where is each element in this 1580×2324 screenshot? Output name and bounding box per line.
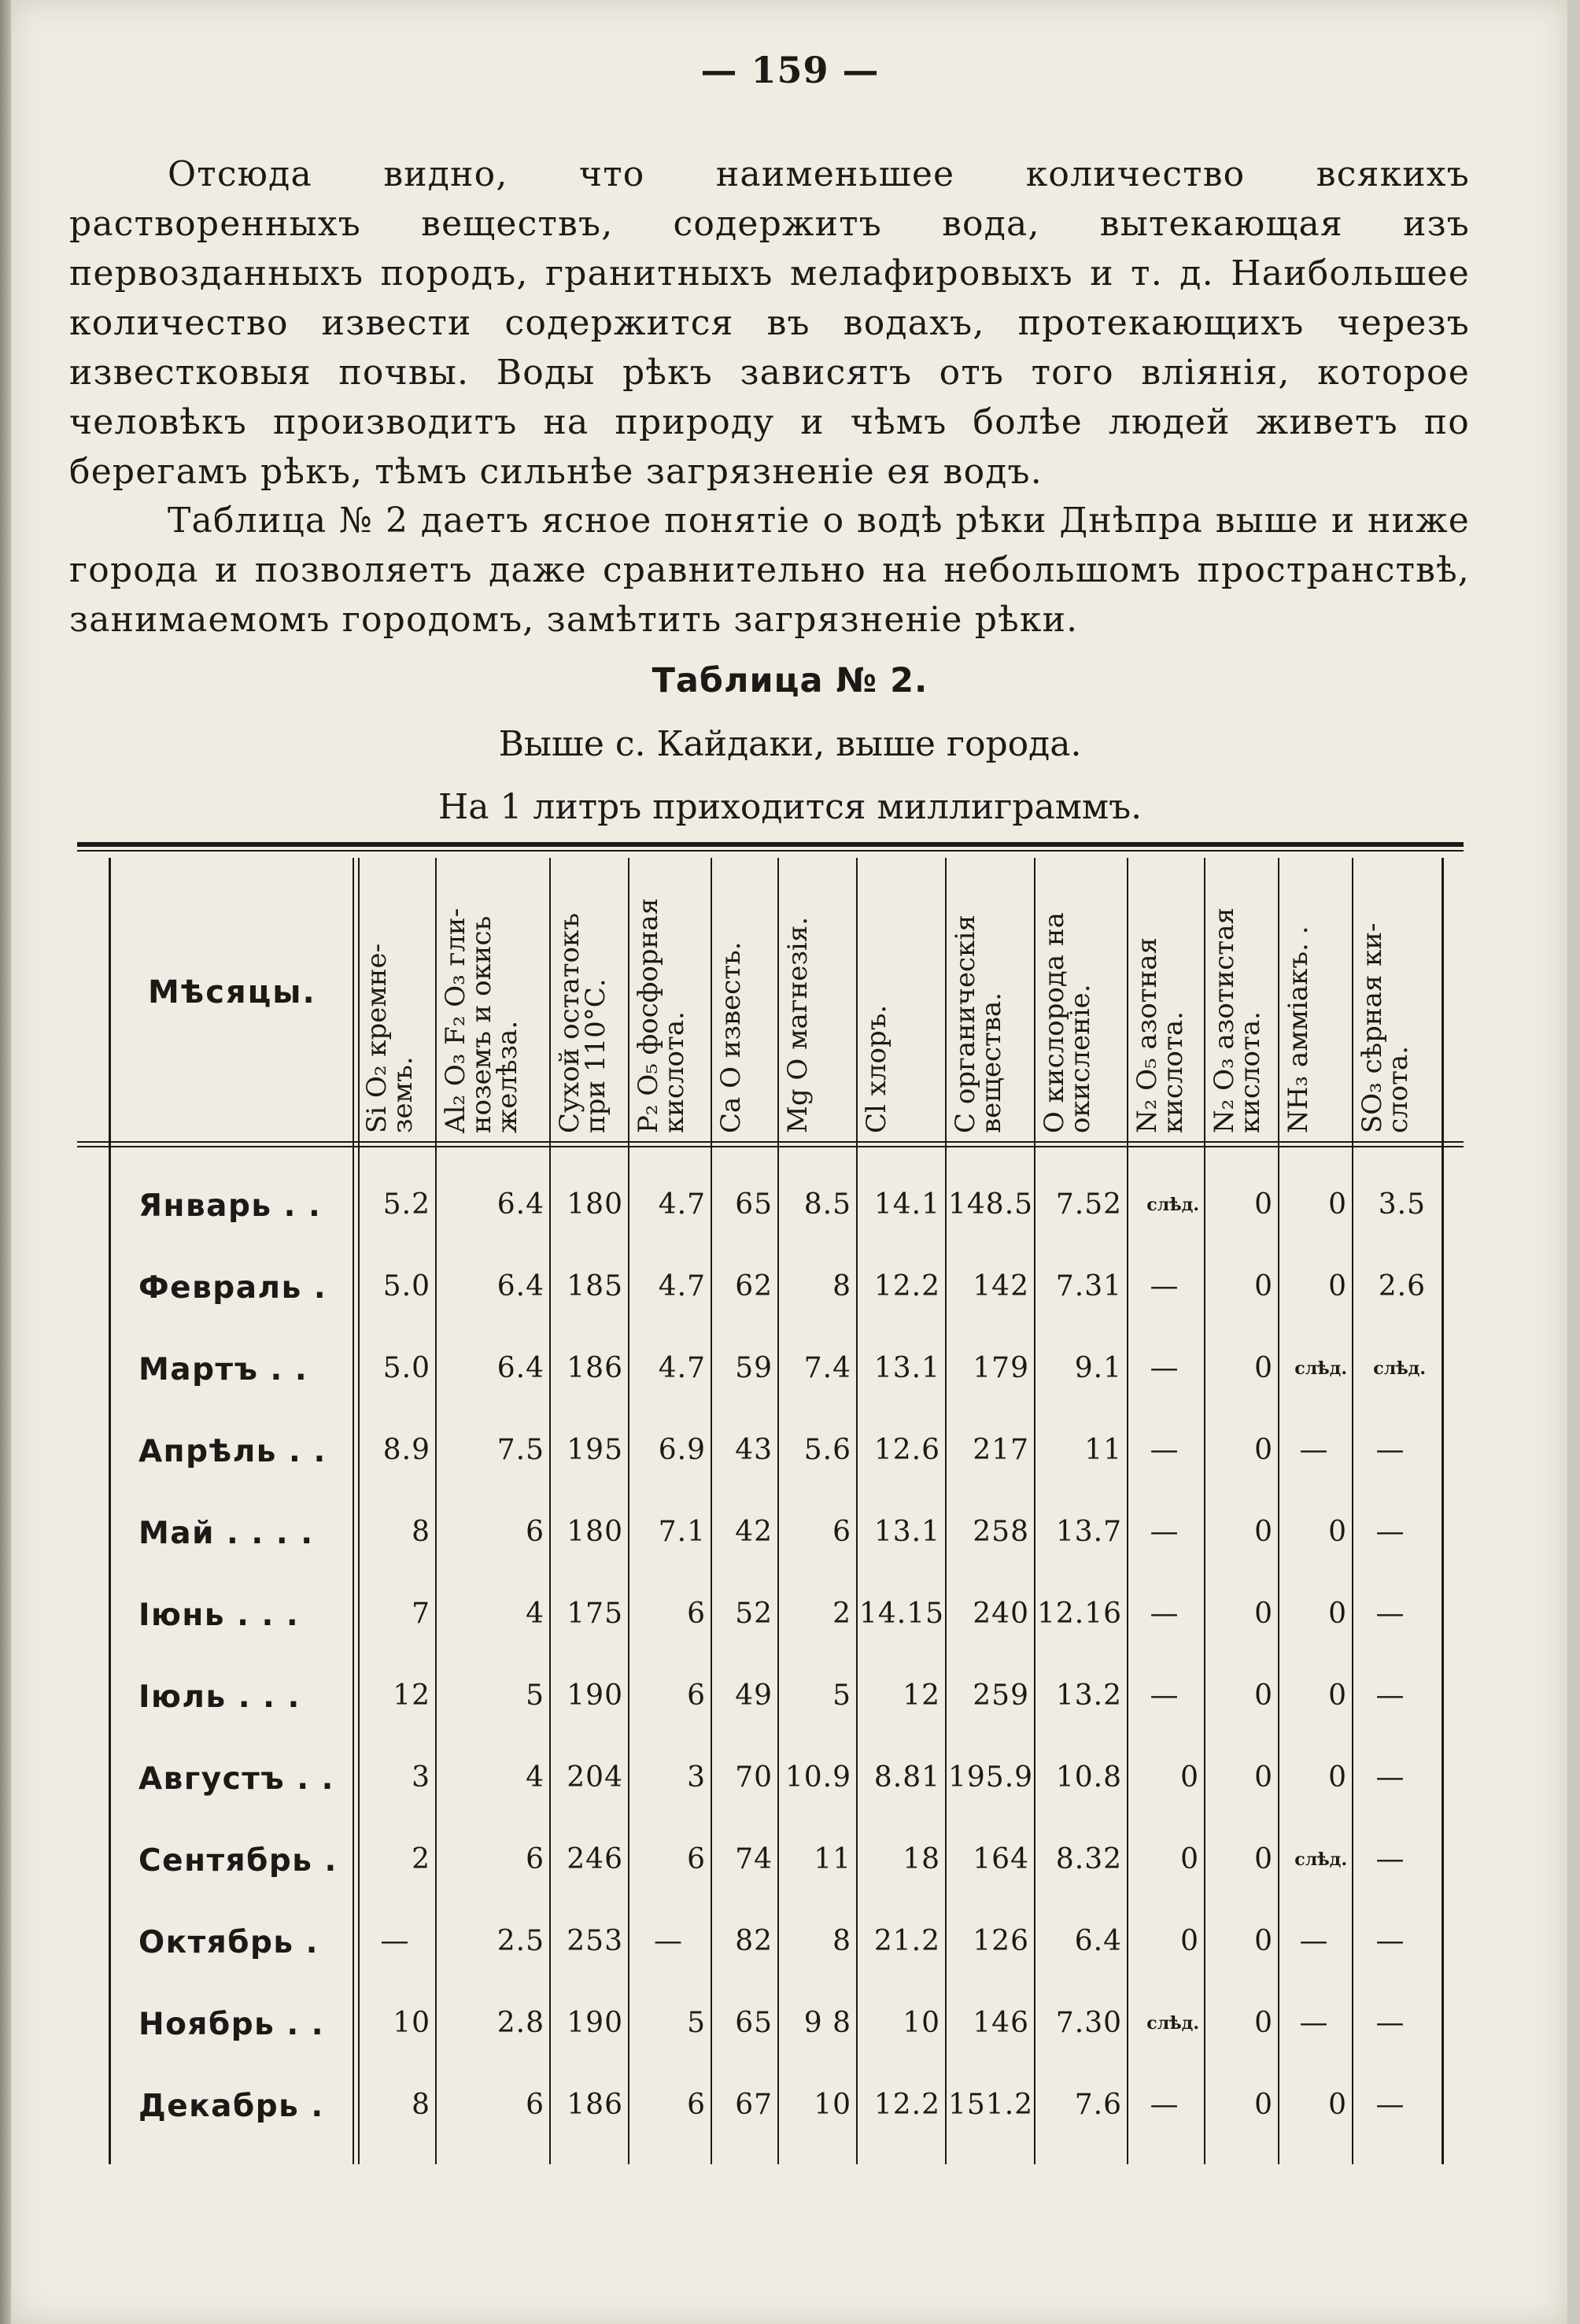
table-cell: 82 [735, 1925, 773, 1957]
table-cell: 67 [735, 2089, 773, 2121]
table-cell: 10.9 [784, 1761, 851, 1794]
table-cell: 12.16 [1037, 1598, 1123, 1630]
month-label: Апрѣль . . [138, 1434, 327, 1469]
table-cell: 62 [735, 1270, 773, 1302]
table-row [77, 1434, 1464, 1481]
table-cell: 8 [412, 1516, 430, 1548]
table-cell: 0 [1328, 1679, 1347, 1712]
table-cell: 179 [973, 1352, 1029, 1384]
table-row [77, 1598, 1464, 1645]
months-column-header: Мѣсяцы. [148, 974, 316, 1011]
table-cell: 11 [814, 1843, 851, 1875]
table-cell: 6 [687, 1598, 706, 1630]
table-cell: 3.5 [1378, 1188, 1426, 1221]
table-cell: 6 [832, 1516, 851, 1548]
table-cell: 0 [1328, 1270, 1347, 1302]
column-header: Сухой остатокъ при 110°С. [554, 913, 611, 1133]
table-cell: 4 [526, 1598, 545, 1630]
column-header: Mg O магнезія. [782, 916, 814, 1133]
table-cell: слѣд. [1294, 1358, 1347, 1379]
table-cell: 0 [1328, 1516, 1347, 1548]
paragraph-1: Отсюда видно, что наименьшее количество всякихъ растворенныхъ веществъ, содержитъ вода, вытекающая изъ первозданныхъ породъ, гранитныхъ мелафировыхъ и т. д. Наибольшее количество извести содержится въ водахъ, протекающихъ черезъ известковыя почвы. Воды рѣкъ зависятъ отъ того вліянія, которое человѣкъ производитъ на природу и чѣмъ болѣе людей живетъ по берегамъ рѣкъ, тѣмъ сильнѣе загрязненіе ея водъ. [69, 154, 1470, 492]
table-cell: 0 [1254, 2089, 1273, 2121]
table-cell: слѣд. [1373, 1358, 1426, 1379]
table-cell: 7 [412, 1598, 430, 1630]
column-header: Al₂ O₃ F₂ O₃ гли-ноземъ и окись желѣза. [440, 907, 523, 1133]
table-cell: 151.2 [948, 2089, 1034, 2121]
table-title: Таблица № 2. [652, 661, 928, 700]
month-label: Февраль . [138, 1270, 327, 1306]
table-cell: 5 [526, 1679, 545, 1712]
table-row [77, 2007, 1464, 2054]
table-cell: 190 [567, 2007, 623, 2039]
table-row [77, 1188, 1464, 1236]
table-top-rule-thin [77, 850, 1464, 852]
month-label: Октябрь . [138, 1925, 319, 1960]
table-cell: 12 [903, 1679, 940, 1712]
table-cell: 6.9 [658, 1434, 706, 1466]
table-top-rule [77, 842, 1464, 847]
table-cell: 10.8 [1055, 1761, 1122, 1794]
table-cell: 240 [973, 1598, 1029, 1630]
table-cell: 8 [412, 2089, 430, 2121]
table-cell: 18 [903, 1843, 940, 1875]
table-cell: 0 [1254, 1761, 1273, 1794]
column-header: P₂ O₅ фосфорная кислота. [633, 898, 690, 1133]
table-cell: 2 [412, 1843, 430, 1875]
data-table [77, 842, 1464, 2172]
table-cell: 7.6 [1074, 2089, 1122, 2121]
table-cell: 126 [973, 1925, 1029, 1957]
table-cell: — [1299, 1925, 1329, 1957]
table-cell: 21.2 [873, 1925, 940, 1957]
header-bottom-rule [77, 1141, 1464, 1143]
table-cell: 5.0 [382, 1270, 430, 1302]
table-cell: 5.2 [382, 1188, 430, 1221]
table-cell: 9.1 [1074, 1352, 1122, 1384]
table-cell: — [1150, 1352, 1179, 1384]
table-cell: 12 [393, 1679, 430, 1712]
table-cell: 6.4 [497, 1352, 545, 1384]
month-label: Августъ . . [138, 1761, 334, 1797]
table-cell: — [1150, 1598, 1179, 1630]
table-cell: 5 [687, 2007, 706, 2039]
table-cell: 186 [567, 2089, 623, 2121]
table-cell: — [1375, 1434, 1405, 1466]
table-cell: 12.2 [873, 1270, 940, 1302]
table-cell: 52 [735, 1598, 773, 1630]
column-header: SO₃ сѣрная ки-слота. [1357, 922, 1414, 1133]
table-cell: 12.2 [873, 2089, 940, 2121]
table-cell: 43 [735, 1434, 773, 1466]
table-cell: 9 8 [803, 2007, 851, 2039]
table-cell: — [380, 1925, 410, 1957]
table-cell: 0 [1180, 1925, 1199, 1957]
header-bottom-rule-2 [77, 1146, 1464, 1147]
table-cell: 258 [973, 1516, 1029, 1548]
table-cell: слѣд. [1294, 1849, 1347, 1870]
table-cell: 4.7 [658, 1270, 706, 1302]
table-cell: 217 [973, 1434, 1029, 1466]
month-label: Ноябрь . . [138, 2007, 325, 2042]
table-cell: 175 [567, 1598, 623, 1630]
table-cell: 2.5 [497, 1925, 545, 1957]
table-cell: 3 [412, 1761, 430, 1794]
table-cell: 13.2 [1055, 1679, 1122, 1712]
table-unit-note: На 1 литръ приходится миллиграммъ. [437, 787, 1143, 827]
column-header: O кислорода на окисленіе. [1039, 912, 1096, 1133]
table-cell: 14.1 [873, 1188, 940, 1221]
column-header: Ca O известь. [715, 941, 747, 1133]
table-row [77, 1843, 1464, 1890]
table-cell: 186 [567, 1352, 623, 1384]
table-cell: 0 [1254, 1188, 1273, 1221]
table-cell: 164 [973, 1843, 1029, 1875]
table-cell: — [1150, 1679, 1179, 1712]
month-label: Іюнь . . . [138, 1598, 300, 1633]
table-cell: 70 [735, 1761, 773, 1794]
table-cell: 13.1 [873, 1352, 940, 1384]
month-label: Сентябрь . [138, 1843, 338, 1879]
table-cell: 6.4 [1074, 1925, 1122, 1957]
table-cell: 8.32 [1055, 1843, 1122, 1875]
month-label: Январь . . [138, 1188, 322, 1224]
table-cell: 6 [687, 1679, 706, 1712]
table-cell: — [1375, 1598, 1405, 1630]
paragraph-2: Таблица № 2 даетъ ясное понятіе о водѣ рѣки Днѣпра выше и ниже города и позволяетъ даже сравнительно на небольшомъ пространствѣ, занимаемомъ городомъ, замѣтить загрязненіе рѣки. [69, 501, 1470, 640]
table-cell: 0 [1254, 2007, 1273, 2039]
table-cell: 2 [832, 1598, 851, 1630]
table-row [77, 1679, 1464, 1727]
table-cell: — [1375, 2007, 1405, 2039]
table-cell: 8.5 [803, 1188, 851, 1221]
table-cell: 12.6 [873, 1434, 940, 1466]
table-cell: 5.0 [382, 1352, 430, 1384]
table-cell: 49 [735, 1679, 773, 1712]
table-row [77, 1761, 1464, 1809]
table-cell: 180 [567, 1188, 623, 1221]
table-cell: 195 [567, 1434, 623, 1466]
table-cell: слѣд. [1146, 2013, 1199, 2034]
table-cell: 0 [1328, 1598, 1347, 1630]
table-cell: 59 [735, 1352, 773, 1384]
table-cell: 7.1 [658, 1516, 706, 1548]
table-cell: 6 [687, 2089, 706, 2121]
book-spine-edge [0, 0, 11, 2324]
table-subtitle: Выше с. Кайдаки, выше города. [498, 724, 1082, 764]
table-cell: — [1375, 1679, 1405, 1712]
table-cell: 3 [687, 1761, 706, 1794]
table-cell: 7.52 [1055, 1188, 1122, 1221]
table-cell: 2.6 [1378, 1270, 1426, 1302]
table-cell: 0 [1254, 1679, 1273, 1712]
table-cell: 0 [1254, 1270, 1273, 1302]
table-cell: — [1375, 1516, 1405, 1548]
table-cell: — [1375, 1843, 1405, 1875]
table-cell: — [1375, 2089, 1405, 2121]
table-cell: 259 [973, 1679, 1029, 1712]
table-cell: 190 [567, 1679, 623, 1712]
table-cell: 253 [567, 1925, 623, 1957]
column-header: N₂ O₃ азотистая кислота. [1209, 907, 1266, 1133]
table-cell: — [1150, 2089, 1179, 2121]
table-cell: 0 [1254, 1925, 1273, 1957]
table-cell: 13.7 [1055, 1516, 1122, 1548]
table-cell: 6 [526, 2089, 545, 2121]
table-cell: 6 [526, 1516, 545, 1548]
table-cell: — [654, 1925, 683, 1957]
table-row [77, 1516, 1464, 1563]
month-label: Іюль . . . [138, 1679, 301, 1715]
month-label: Мартъ . . [138, 1352, 308, 1387]
table-cell: 6 [687, 1843, 706, 1875]
table-cell: 0 [1180, 1843, 1199, 1875]
table-row [77, 1925, 1464, 1972]
table-cell: 0 [1328, 1188, 1347, 1221]
table-cell: 146 [973, 2007, 1029, 2039]
table-cell: — [1150, 1270, 1179, 1302]
column-header: C органическія вещества. [950, 914, 1007, 1133]
month-label: Декабрь . [138, 2089, 324, 2124]
table-cell: 0 [1254, 1598, 1273, 1630]
table-cell: 0 [1328, 2089, 1347, 2121]
table-cell: 5.6 [803, 1434, 851, 1466]
table-cell: 7.5 [497, 1434, 545, 1466]
table-row [77, 1270, 1464, 1317]
column-header: Cl хлоръ. [861, 1004, 892, 1133]
table-cell: 0 [1254, 1516, 1273, 1548]
table-cell: 65 [735, 1188, 773, 1221]
table-cell: 10 [903, 2007, 940, 2039]
table-cell: 7.30 [1055, 2007, 1122, 2039]
table-cell: 0 [1328, 1761, 1347, 1794]
table-cell: 11 [1084, 1434, 1122, 1466]
table-cell: 148.5 [948, 1188, 1034, 1221]
table-cell: 0 [1254, 1843, 1273, 1875]
table-row [77, 1352, 1464, 1399]
table-cell: 246 [567, 1843, 623, 1875]
table-cell: 185 [567, 1270, 623, 1302]
page-number: — 159 — [700, 49, 880, 91]
table-cell: 7.4 [803, 1352, 851, 1384]
table-cell: 4 [526, 1761, 545, 1794]
table-cell: 74 [735, 1843, 773, 1875]
column-header: NH₃ аммiакъ. . [1283, 926, 1314, 1133]
table-cell: 0 [1254, 1352, 1273, 1384]
table-cell: 42 [735, 1516, 773, 1548]
table-cell: 6.4 [497, 1188, 545, 1221]
table-cell: 5 [832, 1679, 851, 1712]
table-cell: 195.9 [948, 1761, 1034, 1794]
table-cell: 8 [832, 1270, 851, 1302]
column-header: Si O₂ кремне-земъ. [361, 943, 419, 1133]
table-cell: 4.7 [658, 1352, 706, 1384]
table-cell: 65 [735, 2007, 773, 2039]
table-cell: — [1299, 1434, 1329, 1466]
table-cell: 2.8 [497, 2007, 545, 2039]
table-cell: 6 [526, 1843, 545, 1875]
table-cell: 8.9 [382, 1434, 430, 1466]
table-cell: 0 [1180, 1761, 1199, 1794]
table-cell: 180 [567, 1516, 623, 1548]
table-cell: 10 [814, 2089, 851, 2121]
table-cell: 204 [567, 1761, 623, 1794]
table-cell: — [1299, 2007, 1329, 2039]
table-cell: 142 [973, 1270, 1029, 1302]
table-cell: 7.31 [1055, 1270, 1122, 1302]
table-cell: — [1375, 1925, 1405, 1957]
table-cell: 13.1 [873, 1516, 940, 1548]
table-cell: слѣд. [1146, 1195, 1199, 1215]
month-label: Май . . . . [138, 1516, 314, 1551]
table-cell: — [1150, 1434, 1179, 1466]
table-cell: 0 [1254, 1434, 1273, 1466]
column-header: N₂ O₅ азотная кислота. [1131, 937, 1189, 1133]
table-cell: 14.15 [859, 1598, 945, 1630]
table-cell: 6.4 [497, 1270, 545, 1302]
table-cell: 8 [832, 1925, 851, 1957]
table-cell: 10 [393, 2007, 430, 2039]
table-cell: 8.81 [873, 1761, 940, 1794]
table-cell: — [1375, 1761, 1405, 1794]
table-cell: 4.7 [658, 1188, 706, 1221]
table-cell: — [1150, 1516, 1179, 1548]
table-row [77, 2089, 1464, 2136]
